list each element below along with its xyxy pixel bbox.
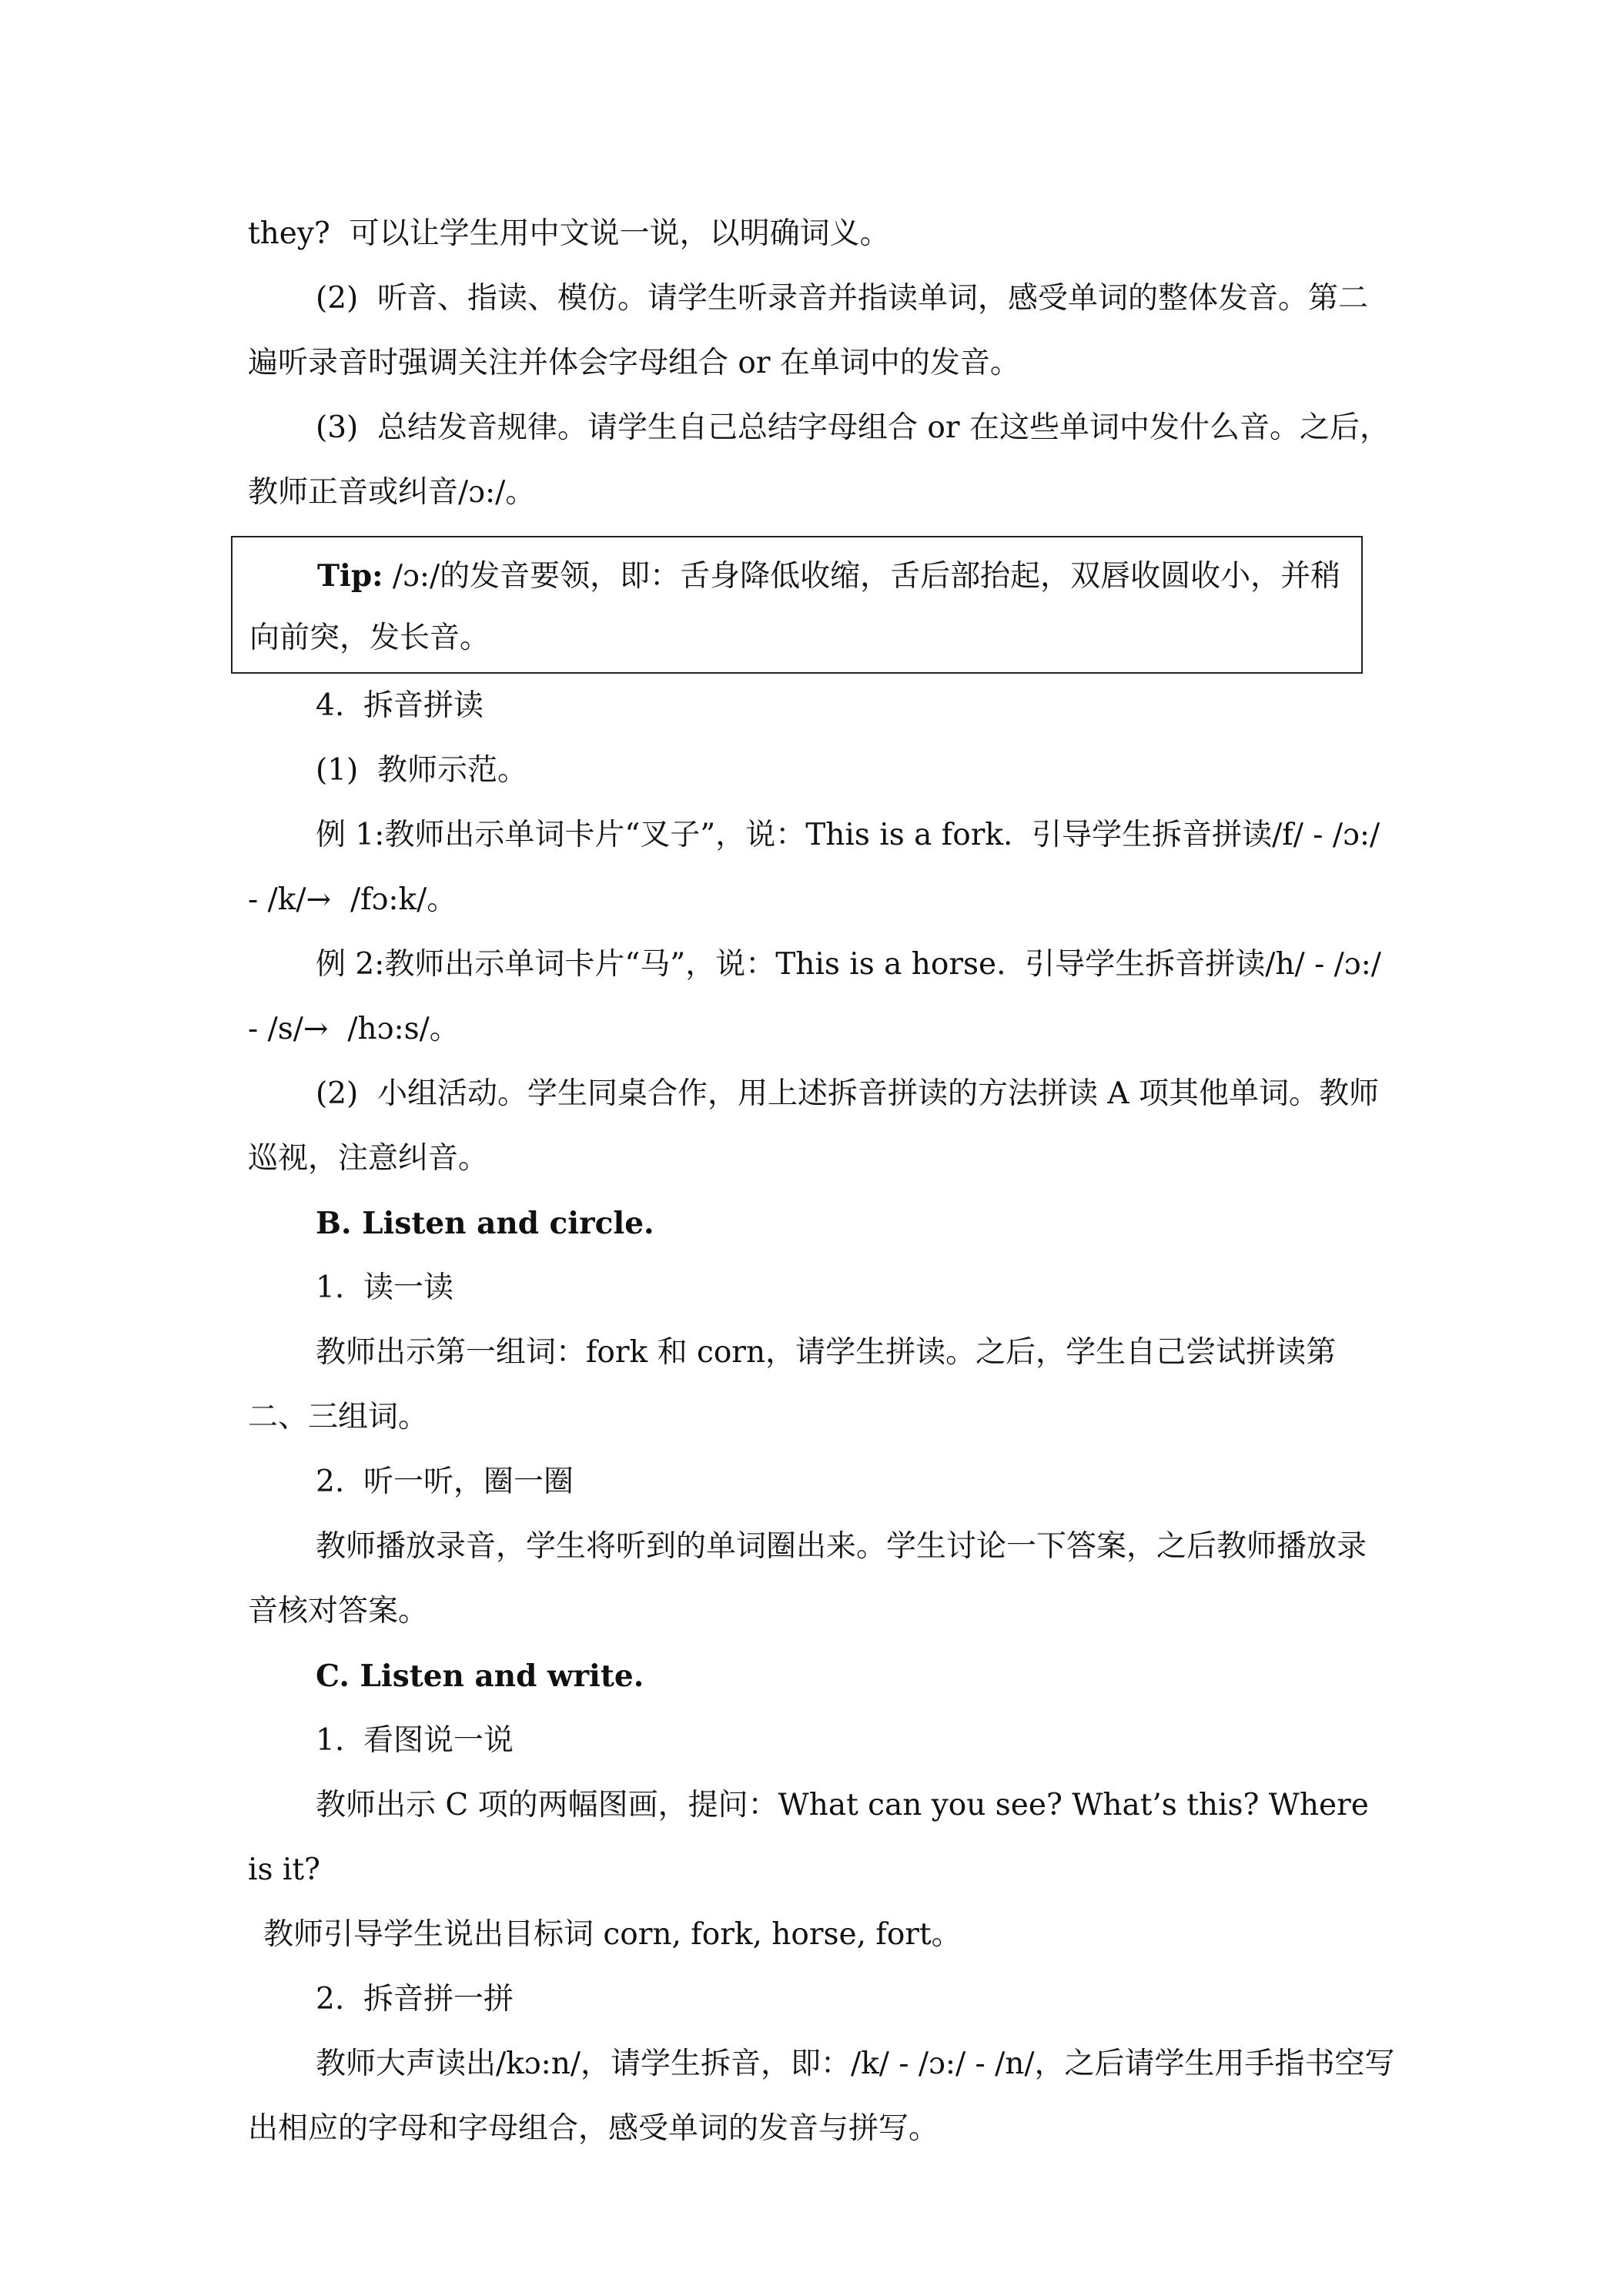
section-c-step1-text2: 教师引导学生说出目标词 corn, fork, horse, fort。 <box>263 1917 962 1952</box>
section-b-step2: 2. 听一听，圈一圈 <box>316 1464 574 1499</box>
paragraph-step-3: (3) 总结发音规律。请学生自己总结字母组合 or 在这些单词中发什么音。之后，教师正音或纠音/ɔ:/。 <box>248 410 1390 510</box>
section-b-title: B. Listen and circle. <box>316 1206 654 1241</box>
section-b-step1: 1. 读一读 <box>316 1270 454 1305</box>
paragraph-continued: they? 可以让学生用中文说一说，以明确词义。 <box>248 216 890 251</box>
section-c-step1: 1. 看图说一说 <box>316 1723 514 1758</box>
document-body <box>248 202 1395 2161</box>
section-4-heading: 4. 拆音拼读 <box>316 688 484 723</box>
section-b-step2-text: 教师播放录音，学生将听到的单词圈出来。学生讨论一下答案，之后教师播放录音核对答案。 <box>248 1529 1367 1628</box>
section-c-title: C. Listen and write. <box>316 1658 644 1694</box>
tip-label: Tip: <box>317 558 383 594</box>
section-4-sub2: (2) 小组活动。学生同桌合作，用上述拆音拼读的方法拼读 A 项其他单词。教师巡视，注意纠音。 <box>248 1076 1379 1176</box>
section-4-sub1: (1) 教师示范。 <box>316 753 528 788</box>
tip-text: /ɔ:/的发音要领，即：舌身降低收缩，舌后部抬起，双唇收圆收小，并稍向前突，发长音。 <box>249 559 1341 655</box>
tip-paragraph <box>249 545 1346 669</box>
section-c-step2: 2. 拆音拼一拼 <box>316 1982 514 2017</box>
tip-box <box>231 536 1363 674</box>
example-1: 例 1:教师出示单词卡片“叉子”，说：This is a fork. 引导学生拆音拼读/f/ - /ɔ:/ - /k/→ /fɔ:k/。 <box>248 818 1390 917</box>
section-b-step1-text: 教师出示第一组词：fork 和 corn，请学生拼读。之后，学生自己尝试拼读第二、三组词。 <box>248 1335 1337 1434</box>
section-c-step2-text: 教师大声读出/kɔ:n/，请学生拆音，即：/k/ - /ɔ:/ - /n/，之后请学生用手指书空写出相应的字母和字母组合，感受单词的发音与拼写。 <box>248 2047 1395 2146</box>
paragraph-step-2: (2) 听音、指读、模仿。请学生听录音并指读单词，感受单词的整体发音。第二遍听录音时强调关注并体会字母组合 or 在单词中的发音。 <box>248 281 1369 380</box>
section-c-step1-text: 教师出示 C 项的两幅图画，提问：What can you see? What’s this? Where is it? <box>248 1788 1379 1887</box>
example-2: 例 2:教师出示单词卡片“马”，说：This is a horse. 引导学生拆音拼读/h/ - /ɔ:/ - /s/→ /hɔ:s/。 <box>248 947 1391 1046</box>
